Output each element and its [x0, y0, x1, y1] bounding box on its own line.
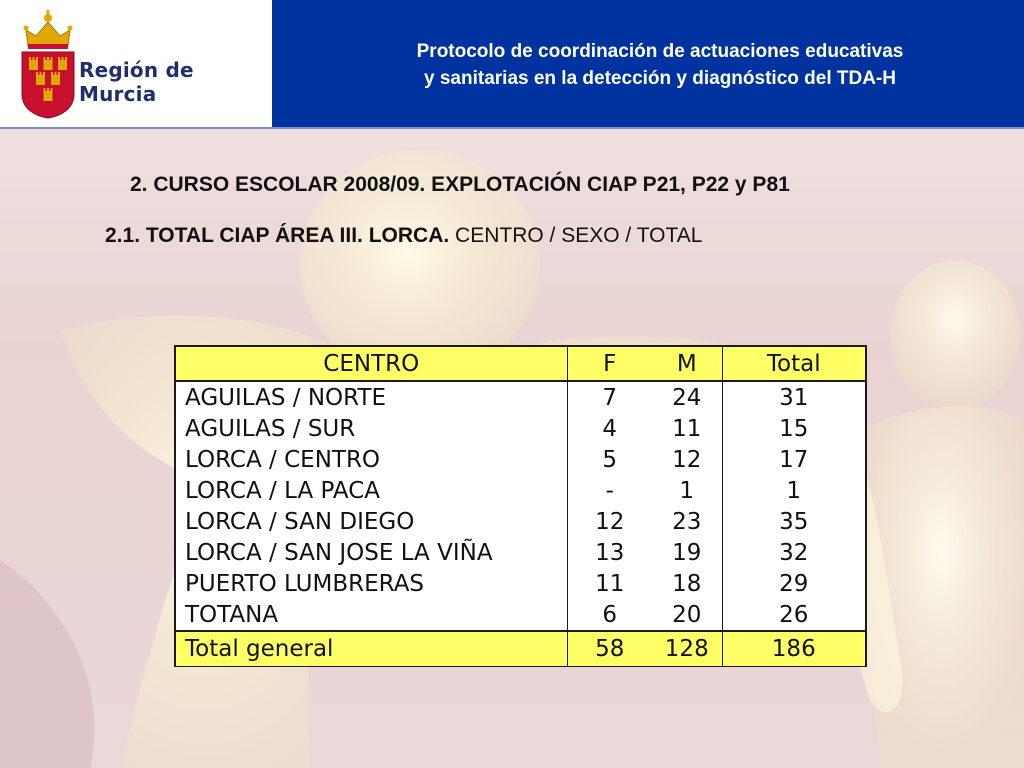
cell-total: 1 [722, 475, 865, 506]
table-row [176, 381, 865, 413]
total-cell-total: 186 [722, 631, 865, 666]
total-cell-f: 58 [567, 631, 652, 666]
cell-f: 6 [567, 599, 652, 631]
subsection-heading-rest: CENTRO / SEXO / TOTAL [449, 224, 703, 247]
table-total-row [176, 631, 865, 666]
cell-f: 7 [567, 381, 652, 413]
cell-total: 26 [722, 599, 865, 631]
table-header-row [176, 347, 865, 381]
header-cell-f: F [567, 347, 652, 381]
header-bar [0, 0, 1024, 129]
cell-total: 17 [722, 444, 865, 475]
cell-m: 19 [672, 539, 702, 566]
cell-m: 24 [672, 384, 702, 411]
cell-centro: LORCA / SAN JOSE LA VIÑA [185, 539, 493, 566]
cell-centro: LORCA / LA PACA [185, 477, 381, 504]
table-row [176, 537, 865, 568]
subsection-heading-bold: 2.1. TOTAL CIAP ÁREA III. LORCA. [105, 224, 450, 247]
cell-centro: AGUILAS / SUR [185, 415, 356, 442]
region-logo [0, 0, 272, 127]
header-title [300, 38, 1020, 92]
cell-m: 12 [672, 446, 702, 473]
cell-f: 11 [567, 568, 652, 599]
data-table [176, 347, 865, 666]
subsection-heading [105, 224, 702, 248]
table-row [176, 599, 865, 631]
cell-total: 31 [722, 381, 865, 413]
cell-centro: PUERTO LUMBRERAS [185, 570, 425, 597]
cell-f: 12 [567, 506, 652, 537]
cell-total: 32 [722, 537, 865, 568]
cell-f: 13 [567, 537, 652, 568]
header-cell-total: Total [722, 347, 865, 381]
cell-f: - [567, 475, 652, 506]
cell-m: 11 [672, 415, 702, 442]
cell-centro: LORCA / SAN DIEGO [185, 508, 415, 535]
cell-m: 23 [672, 508, 702, 535]
cell-m: 18 [672, 570, 702, 597]
cell-m: 1 [679, 477, 695, 504]
header-title-line1: Protocolo de coordinación de actuaciones educativas [416, 41, 904, 62]
cell-total: 35 [722, 506, 865, 537]
table-row [176, 568, 865, 599]
header-title-line2: y sanitarias en la detección y diagnóstico del TDA-H [424, 68, 896, 89]
cell-f: 4 [567, 413, 652, 444]
logo-text: Región de Murcia [79, 58, 194, 106]
table-row [176, 444, 865, 475]
total-cell-m: 128 [652, 631, 722, 666]
cell-f: 5 [567, 444, 652, 475]
cell-m: 20 [672, 601, 702, 628]
cell-centro: AGUILAS / NORTE [185, 384, 387, 411]
cell-total: 15 [722, 413, 865, 444]
section-heading: 2. CURSO ESCOLAR 2008/09. EXPLOTACIÓN CIAP P21, P22 y P81 [130, 173, 790, 196]
header-cell-centro: CENTRO [176, 347, 567, 381]
table-row [176, 413, 865, 444]
header-cell-m: M [652, 347, 722, 381]
table-row [176, 475, 865, 506]
data-table-container [174, 345, 867, 667]
crest-icon [18, 8, 78, 120]
total-cell-label: Total general [176, 631, 567, 666]
cell-centro: TOTANA [185, 601, 279, 628]
cell-centro: LORCA / CENTRO [185, 446, 381, 473]
table-row [176, 506, 865, 537]
cell-total: 29 [722, 568, 865, 599]
